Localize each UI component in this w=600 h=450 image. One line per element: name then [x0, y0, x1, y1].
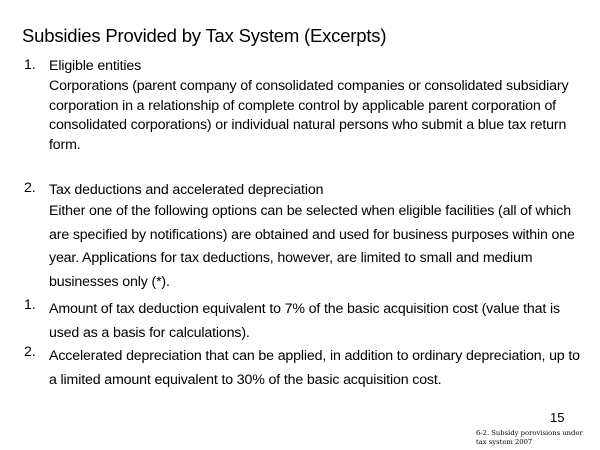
caption-line: tax system 2007: [476, 438, 533, 446]
slide-caption: [476, 429, 583, 447]
option-number: 1.: [24, 297, 36, 313]
option-line: a limited amount equivalent to 30% of the basic acquisition cost.: [49, 372, 442, 388]
slide-title: Subsidies Provided by Tax System (Excerpts): [22, 25, 387, 46]
body-line: are specified by notifications) are obtained and used for business purposes within one: [49, 226, 575, 243]
option-text: [49, 297, 560, 345]
body-line: Either one of the following options can be selected when eligible facilities (all of which: [49, 203, 571, 219]
section-number: 1.: [24, 57, 36, 73]
body-line: Corporations (parent company of consolidated companies or consolidated subsidiary: [49, 77, 569, 94]
page-number: 15: [550, 410, 565, 425]
option-number: 2.: [24, 344, 36, 360]
body-line: year. Applications for tax deductions, however, are limited to small and medium: [49, 250, 533, 267]
option-line: Amount of tax deduction equivalent to 7% of the basic acquisition cost (value that is: [49, 301, 560, 317]
body-line: form.: [49, 137, 81, 154]
section-text: [49, 57, 568, 156]
body-line: corporation in a relationship of complete control by applicable parent corporation of: [49, 97, 556, 114]
option-text: [49, 344, 580, 392]
body-line: businesses only (*).: [49, 274, 170, 291]
option-line: used as a basis for calculations).: [49, 325, 250, 341]
section-text: [49, 180, 575, 295]
body-line: consolidated corporations) or individual natural persons who submit a blue tax return: [49, 117, 567, 134]
option-line: Accelerated depreciation that can be applied, in addition to ordinary depreciation, up to: [49, 348, 580, 364]
caption-line: 6-2. Subsidy porovisions under: [476, 429, 583, 437]
section-heading: Tax deductions and accelerated depreciation: [49, 182, 324, 198]
section-heading: Eligible entities: [49, 58, 142, 74]
section-number: 2.: [24, 180, 36, 196]
